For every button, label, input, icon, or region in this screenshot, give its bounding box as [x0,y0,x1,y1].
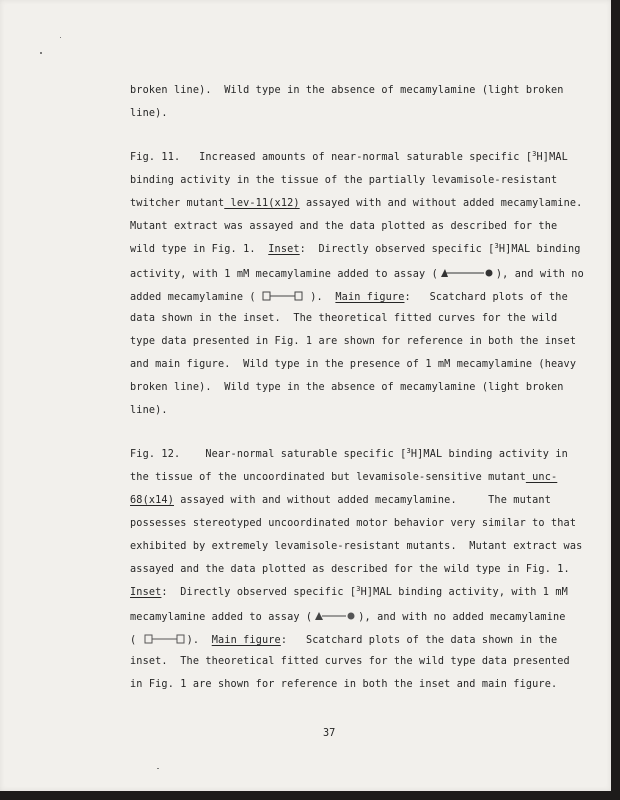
fig11-line-5: wild type in Fig. 1. Inset: Directly observed specific [$^3$H]MAL binding [130,242,581,255]
fig12-line-2: the tissue of the uncoordinated but levamisole-sensitive mutant unc- [130,472,558,483]
continuation-line-2: line). [130,108,168,119]
fig11-line-6: activity, with 1 mM mecamylamine added to assay ( ), and with no [130,269,584,280]
page-number: 37 [323,728,336,739]
paper-speck [40,52,42,54]
inset-label: Inset [268,244,300,255]
fig12-line-9: ( ). Main figure: Scatchard plots of the data shown in the [130,635,558,646]
mutant-name-unc-68-part2: 68(x14) [130,495,174,506]
fig11-line-12: line). [130,405,168,416]
fig11-line-3: twitcher mutant lev-11(x12) assayed with and without added mecamylamine. [130,198,583,209]
fig12-line-3: 68(x14) assayed with and without added mecamylamine. The mutant [130,495,551,506]
fig11-line-8: data shown in the inset. The theoretical fitted curves for the wild [130,313,558,324]
fig12-line-4: possesses stereotyped uncoordinated motor behavior very similar to that [130,518,577,529]
paper-speck [157,768,159,769]
fig11-line-2: binding activity in the tissue of the partially levamisole-resistant [130,175,558,186]
main-figure-label: Main figure [211,635,281,646]
fig12-line-5: exhibited by extremely levamisole-resistant mutants. Mutant extract was [130,541,583,552]
main-figure-label: Main figure [335,292,405,303]
open-symbol-line-icon [262,290,304,302]
fig12-line-11: in Fig. 1 are shown for reference in both the inset and main figure. [130,679,558,690]
paper-speck [60,37,61,38]
mutant-name-unc-68-part1: unc- [525,472,558,483]
scan-border-right [611,0,620,800]
fig11-line-11: broken line). Wild type in the absence of mecamylamine (light broken [130,382,564,393]
fig12-line-1: Fig. 12. Near-normal saturable specific [$^3$H]MAL binding activity in [130,447,568,460]
fig12-line-7: Inset: Directly observed specific [$^3$H]MAL binding activity, with 1 mM [130,585,568,598]
fig11-line-9: type data presented in Fig. 1 are shown for reference in both the inset [130,336,577,347]
scan-border-bottom [0,791,620,800]
filled-symbol-line-icon [438,267,496,279]
filled-symbol-line-icon [312,610,358,622]
fig11-line-10: and main figure. Wild type in the presence of 1 mM mecamylamine (heavy [130,359,577,370]
mutant-name-lev-11: lev-11(x12) [224,198,300,209]
fig12-line-10: inset. The theoretical fitted curves for the wild type data presented [130,656,570,667]
fig11-line-1: Fig. 11. Increased amounts of near-normal saturable specific [$^3$H]MAL [130,150,568,163]
inset-label: Inset [130,587,162,598]
fig12-line-8: mecamylamine added to assay ( ), and with no added mecamylamine [130,612,566,623]
fig11-line-7: added mecamylamine ( ). Main figure: Scatchard plots of the [130,292,568,303]
fig12-line-6: assayed and the data plotted as described for the wild type in Fig. 1. [130,564,570,575]
fig11-line-4: Mutant extract was assayed and the data plotted as described for the [130,221,558,232]
open-symbol-line-icon [143,633,187,645]
continuation-line-1: broken line). Wild type in the absence of mecamylamine (light broken [130,85,564,96]
